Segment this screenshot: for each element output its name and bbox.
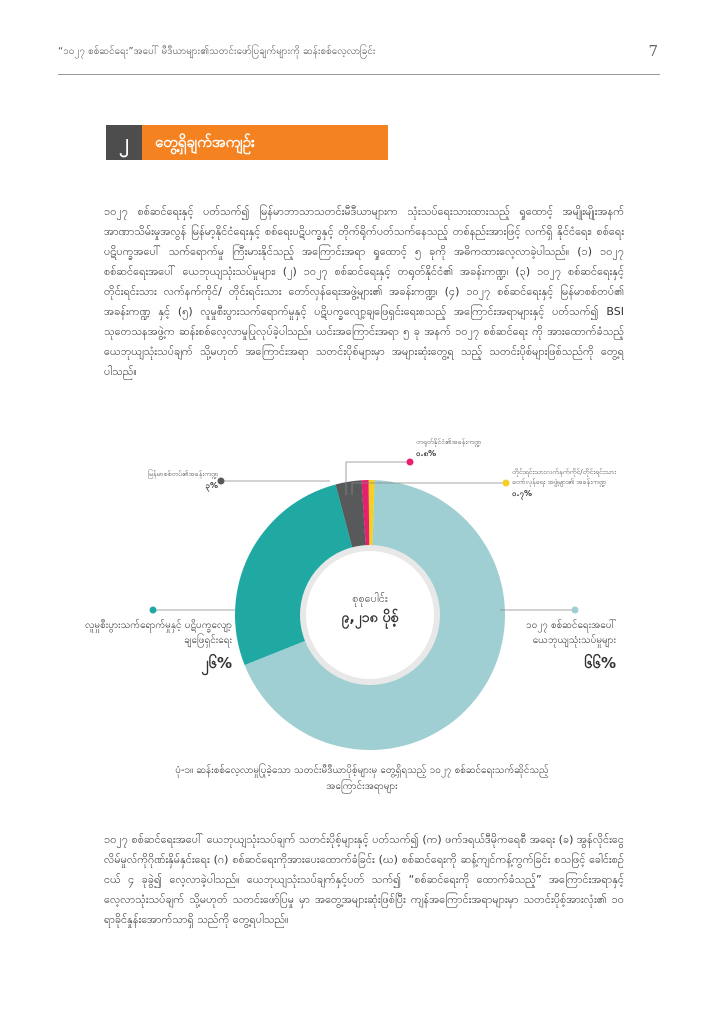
center-value: ၉,၂၁၈ ပိုစ့်	[341, 610, 399, 626]
slice-pct-general: ၆၆%	[584, 654, 616, 672]
slice-label-china	[416, 438, 516, 460]
body-paragraph-1: ၁၀၂၇ စစ်ဆင်ရေးနှင့် ပတ်သက်၍ မြန်မာဘာသာသတင်းမီဒီယာများက သုံးသပ်ရေးသားထားသည့် ရှုထောင့် အမျိုးမျိုးအနက် အာဏာသိမ်းမှုအလွန် မြန်မာ့နိုင်ငံရေးနှင့် စစ်ရေးပဋိပက္ခနှင့် တိုက်ရိုက်ပတ်သက်နေသည့် တစ်နည်းအားဖြင့် လက်ရှိ နိုင်ငံရေး၊ စစ်ရေး ပဋိပက္ခအပေါ် သက်ရောက်မှု ကြီးမားနိုင်သည့် အကြောင်းအရာ ရှုထောင့် ၅ ခုကို အဓိကထားလေ့လာခဲ့ပါသည်။ (၁) ၁၀၂၇ စစ်ဆင်ရေးအပေါ် ယေဘုယျသုံးသပ်မှုများ၊ (၂) ၁၀၂၇ စစ်ဆင်ရေးနှင့် တရုတ်နိုင်ငံ၏ အခန်းကဏ္ဍ၊ (၃) ၁၀၂၇ စစ်ဆင်ရေးနှင့်တိုင်းရင်းသား လက်နက်ကိုင်/ တိုင်းရင်းသား တော်လှန်ရေးအဖွဲ့များ၏ အခန်းကဏ္ဍ၊ (၄) ၁၀၂၇ စစ်ဆင်ရေးနှင့် မြန်မာစစ်တပ်၏ အခန်းကဏ္ဍ နှင့် (၅) လူမှုစီးပွားသက်ရောက်မှုနှင့် ပဋိပက္ခလျော့ချဖြေရှင်းရေးစသည့် အကြောင်းအရာများနှင့် ပတ်သက်၍ BSI သုတေသနအဖွဲ့က ဆန်းစစ်လေ့လာမှုပြုလုပ်ခဲ့ပါသည်။ ယင်းအကြောင်းအရာ ၅ ခု အနက် ၁၀၂၇ စစ်ဆင်ရေး ကို အားထောက်ခံသည့် ယေဘုယျသုံးသပ်ချက် သို့မဟုတ် အကြောင်းအရာ သတင်းပိုစ်များမှာ အများဆုံးတွေ့ရ သည့် သတင်းပိုစ်များဖြစ်သည်ကို တွေ့ရပါသည်။	[104, 205, 624, 378]
slice-pct-military: ၃%	[205, 481, 218, 490]
slice-name-military: မြန်မာစစ်တပ်၏အခန်းကဏ္ဍ	[147, 470, 218, 478]
center-title: စုစုပေါင်း	[352, 592, 388, 605]
slice-name-social: လူမှုစီးပွားသက်ရောက်မှုနှင့် ပဋိပက္ခလျော့ချဖြေရှင်းရေး	[85, 620, 232, 646]
slice-label-ethnic	[512, 468, 642, 500]
slice-label-general	[492, 618, 616, 676]
header-divider	[58, 74, 660, 75]
slice-name-general: ၁၀၂၇ စစ်ဆင်ရေးအပေါ် ယေဘုယျသုံးသပ်မှုများ	[526, 620, 616, 646]
figure-caption: ပုံ-၁။ ဆန်းစစ်လေ့လာမှုပြုခဲ့သော သတင်းမီဒီယာပိုစ့်များမှ တွေ့ရှိရသည့် ၁၀၂၇ စစ်ဆင်ရေးသက်ဆိုင်သည့် အကြောင်းအရာများ	[175, 765, 549, 792]
donut-chart	[0, 438, 724, 800]
section-title: တွေ့ရှိချက်အကျဉ်း	[155, 133, 255, 151]
slice-pct-social: ၂၆%	[201, 654, 232, 672]
running-header: “၁၀၂၇ စစ်ဆင်ရေး”အပေါ် မီဒီယာများ၏သတင်းဖော်ပြချက်များကို ဆန်းစစ်လေ့လာခြင်း	[58, 46, 376, 57]
slice-label-military	[120, 470, 218, 492]
slice-pct-china: ၀.၈%	[416, 449, 437, 458]
leader-dot-social	[150, 607, 157, 614]
slice-name-ethnic: တိုင်းရင်းသားလက်နက်ကိုင်/တိုင်းရင်းသားတော်လှန်ရေး အဖွဲ့များ၏ အခန်းကဏ္ဍ	[512, 468, 617, 486]
section-number: ၂	[106, 125, 142, 160]
slice-name-china: တရုတ်နိုင်ငံ၏အခန်းကဏ္ဍ	[416, 438, 481, 446]
donut-center-label	[318, 592, 422, 629]
page-number: 7	[648, 42, 658, 60]
slice-pct-ethnic: ၀.၇%	[512, 489, 533, 498]
leader-dot-china	[407, 459, 414, 466]
slice-label-social	[82, 618, 232, 676]
leader-dot-military	[218, 478, 225, 485]
leader-dot-general	[572, 607, 579, 614]
body-paragraph-2: ၁၀၂၇ စစ်ဆင်ရေးအပေါ် ယေဘုယျသုံးသပ်ချက် သတင်းပိုစ့်များနှင့် ပတ်သက်၍ (က) ဖက်ဒရယ်ဒီမိုကရေစီ အရေး (ခ) အွန်လိုင်းငွေလိမ်မှုလ်ကိုဂိုဏ်းနှိမ်နှင်းရေး (ဂ) စစ်ဆင်ရေးကိုအားပေးထောက်ခံခြင်း (ဃ) စစ်ဆင်ရေးကို ဆန့်ကျင်ကန့်ကွက်ခြင်း စသဖြင့် ခေါင်းစဉ်ငယ် ၄ ခုခွဲ၍ လေ့လာခဲ့ပါသည်။ ယေဘုယျသုံးသပ်ချက်နှင့်ပတ် သက်၍ “စစ်ဆင်ရေးကို ထောက်ခံသည့်” အကြောင်းအရာနှင့် လေ့လာသုံးသပ်ချက် သို့မဟုတ် သတင်းဖော်ပြမှု မှာ အတွေ့အများဆုံးဖြစ်ပြီး ကျန်အကြောင်းအရာများမှာ သတင်းပိုစ့်အားလုံး၏ ၁၀ ရာခိုင်နှုန်းအောက်သာရှိ သည်ကို တွေ့ရပါသည်။	[104, 833, 624, 926]
leader-dot-ethnic	[503, 480, 510, 487]
